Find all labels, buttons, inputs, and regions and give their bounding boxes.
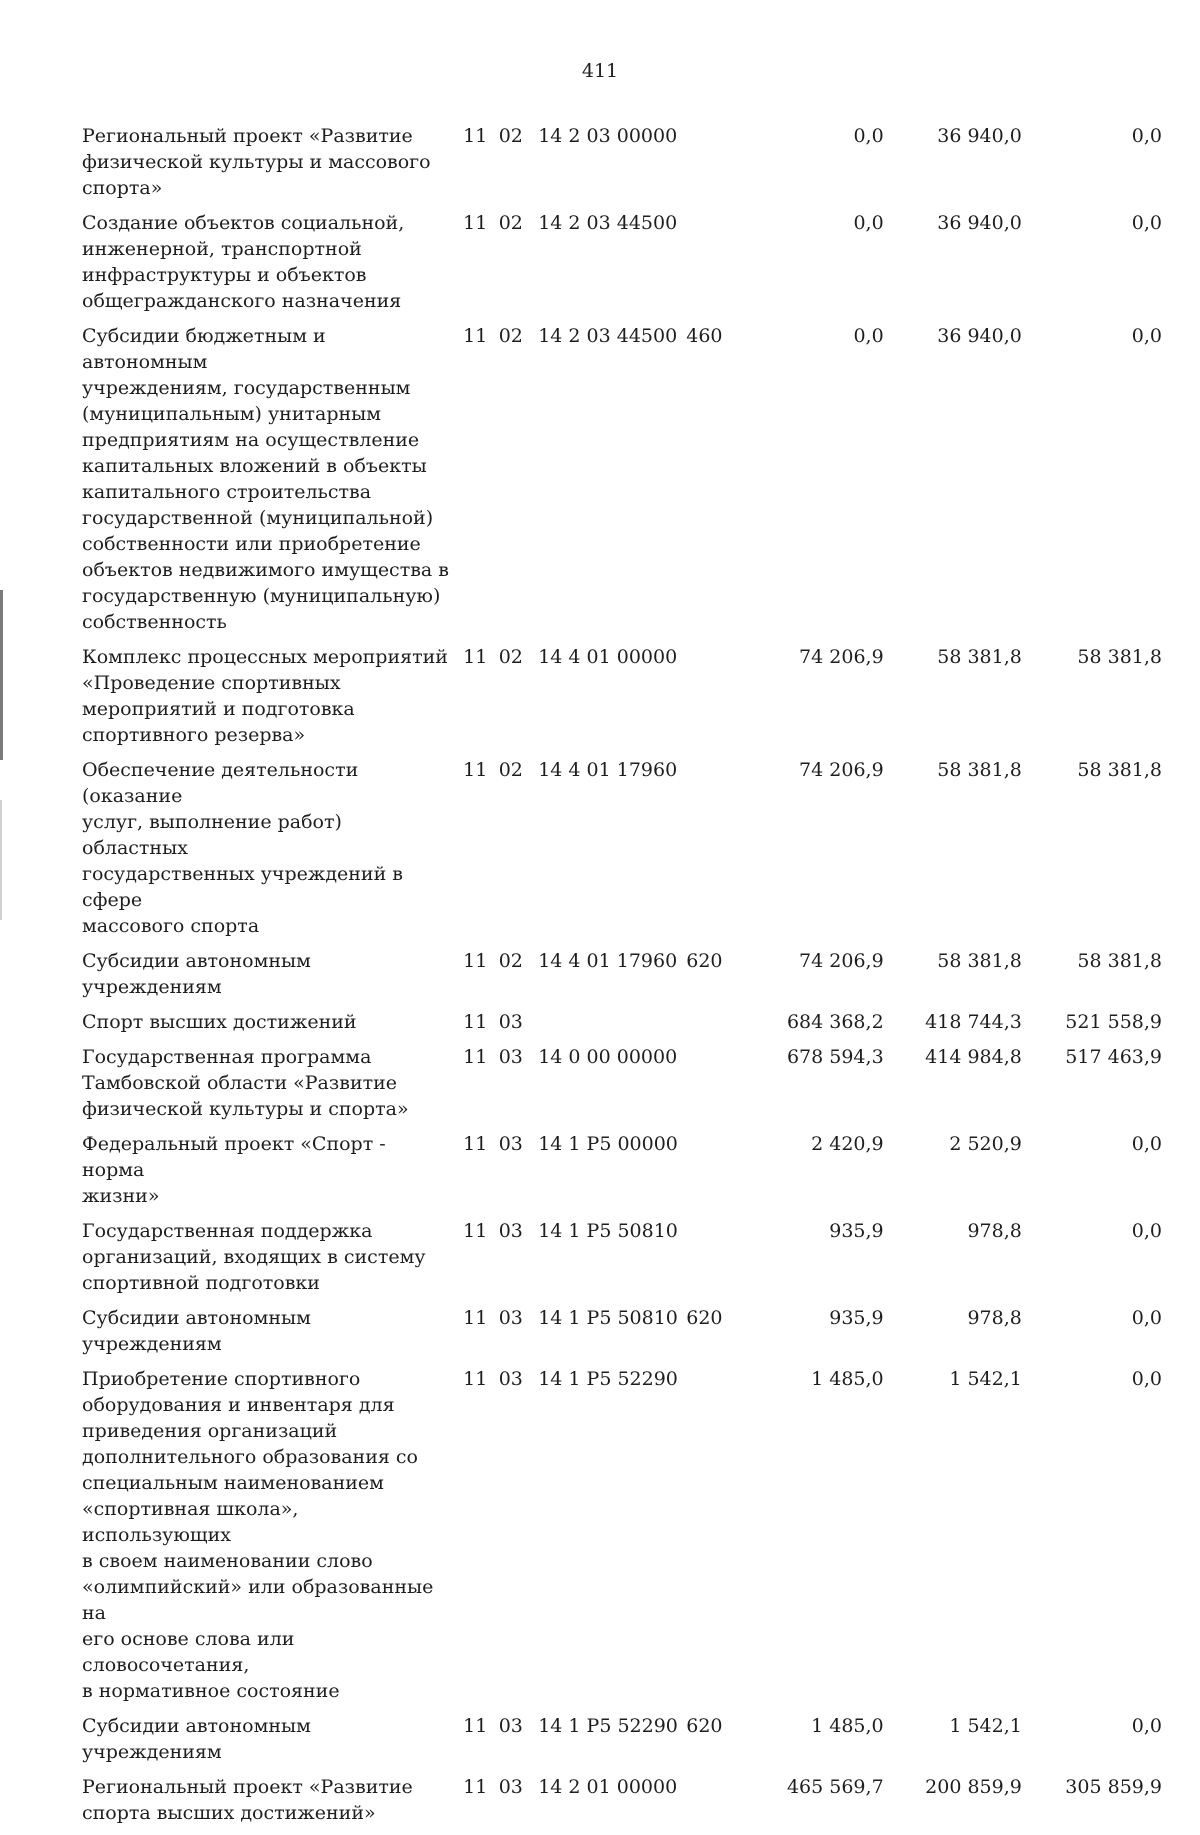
section-code: 11 (463, 646, 488, 668)
table-row (82, 1218, 1162, 1296)
target-article-code: 14 2 01 00000 (538, 1776, 678, 1798)
amount-year-1: 1 485,0 (811, 1715, 884, 1737)
subsection-code: 03 (498, 1715, 523, 1737)
item-name: Комплекс процессных мероприятий «Проведение спортивных мероприятий и подготовка спортивного резерва» (82, 646, 448, 746)
amount-year-3: 0,0 (1131, 125, 1162, 147)
item-name: Субсидии автономным учреждениям (82, 950, 311, 998)
section-code: 11 (463, 1307, 488, 1329)
expense-type-code: 620 (686, 1307, 723, 1329)
scan-edge-mark (0, 590, 3, 760)
section-code: 11 (463, 1368, 488, 1390)
item-name: Спорт высших достижений (82, 1011, 357, 1033)
amount-year-3: 0,0 (1131, 1220, 1162, 1242)
amount-year-2: 200 859,9 (925, 1776, 1022, 1798)
item-name: Субсидии бюджетным и автономным учреждениям, государственным (муниципальным) унитарным предприятиям на осуществление капитальных вложений в объекты капитального строительства государственной (муниципальной) собственности или приобретение объектов недвижимого имущества в государственную (муниципальную) собственность (82, 325, 449, 633)
target-article-code: 14 4 01 17960 (538, 759, 678, 781)
amount-year-1: 678 594,3 (786, 1046, 884, 1068)
subsection-code: 03 (498, 1133, 523, 1155)
amount-year-2: 58 381,8 (937, 759, 1022, 781)
amount-year-3: 0,0 (1131, 1368, 1162, 1390)
amount-year-3: 58 381,8 (1077, 646, 1162, 668)
item-name: Государственная программа Тамбовской области «Развитие физической культуры и спорта» (82, 1046, 409, 1120)
amount-year-1: 2 420,9 (811, 1133, 884, 1155)
target-article-code: 14 4 01 00000 (538, 646, 678, 668)
scan-edge-mark (0, 800, 2, 920)
section-code: 11 (463, 1133, 488, 1155)
target-article-code: 14 0 00 00000 (538, 1046, 678, 1068)
target-article-code: 14 2 03 44500 (538, 325, 678, 347)
subsection-code: 03 (498, 1220, 523, 1242)
target-article-code: 14 1 P5 52290 (538, 1368, 678, 1390)
target-article-code: 14 1 P5 52290 (538, 1715, 678, 1737)
item-name: Приобретение спортивного оборудования и инвентаря для приведения организаций дополнительного образования со специальным наименованием «спортивная школа», использующих в своем наименовании слово «олимпийский» или образованные на его основе слова или словосочетания, в нормативное состояние (82, 1368, 434, 1702)
amount-year-1: 74 206,9 (799, 759, 884, 781)
amount-year-3: 0,0 (1131, 325, 1162, 347)
amount-year-1: 74 206,9 (799, 646, 884, 668)
table-row (82, 644, 1162, 748)
page-number: 411 (581, 60, 619, 82)
item-name: Создание объектов социальной, инженерной, транспортной инфраструктуры и объектов общегражданского назначения (82, 212, 405, 312)
section-code: 11 (463, 1046, 488, 1068)
target-article-code: 14 1 P5 50810 (538, 1220, 678, 1242)
section-code: 11 (463, 1715, 488, 1737)
subsection-code: 03 (498, 1307, 523, 1329)
amount-year-3: 517 463,9 (1065, 1046, 1162, 1068)
amount-year-2: 1 542,1 (949, 1715, 1022, 1737)
target-article-code: 14 1 P5 50810 (538, 1307, 678, 1329)
amount-year-3: 0,0 (1131, 1307, 1162, 1329)
subsection-code: 02 (498, 125, 523, 147)
item-name: Федеральный проект «Спорт - норма жизни» (82, 1133, 386, 1207)
amount-year-2: 36 940,0 (937, 212, 1022, 234)
table-row (82, 1044, 1162, 1122)
amount-year-2: 418 744,3 (925, 1011, 1022, 1033)
amount-year-1: 0,0 (853, 325, 884, 347)
table-row (82, 1305, 1162, 1357)
amount-year-1: 684 368,2 (786, 1011, 884, 1033)
subsection-code: 03 (498, 1368, 523, 1390)
table-row (82, 1713, 1162, 1765)
target-article-code: 14 2 03 44500 (538, 212, 678, 234)
amount-year-1: 74 206,9 (799, 950, 884, 972)
item-name: Региональный проект «Развитие физической культуры и массового спорта» (82, 125, 431, 199)
table-row (82, 1131, 1162, 1209)
table-row (82, 948, 1162, 1000)
section-code: 11 (463, 1776, 488, 1798)
item-name: Обеспечение деятельности (оказание услуг, выполнение работ) областных государственных учреждений в сфере массового спорта (82, 759, 403, 937)
amount-year-2: 58 381,8 (937, 950, 1022, 972)
subsection-code: 03 (498, 1046, 523, 1068)
item-name: Государственная поддержка организаций, входящих в систему спортивной подготовки (82, 1220, 426, 1294)
amount-year-1: 1 485,0 (811, 1368, 884, 1390)
section-code: 11 (463, 212, 488, 234)
item-name: Региональный проект «Развитие спорта высших достижений» (82, 1776, 413, 1824)
subsection-code: 03 (498, 1011, 523, 1033)
subsection-code: 02 (498, 646, 523, 668)
table-row (82, 757, 1162, 939)
amount-year-3: 0,0 (1131, 1715, 1162, 1737)
table-row (82, 1774, 1162, 1826)
subsection-code: 03 (498, 1776, 523, 1798)
budget-table (82, 123, 1162, 1835)
subsection-code: 02 (498, 950, 523, 972)
amount-year-2: 36 940,0 (937, 125, 1022, 147)
amount-year-3: 58 381,8 (1077, 950, 1162, 972)
item-name: Субсидии автономным учреждениям (82, 1307, 311, 1355)
expense-type-code: 620 (686, 950, 723, 972)
section-code: 11 (463, 125, 488, 147)
expense-type-code: 460 (686, 325, 723, 347)
amount-year-1: 0,0 (853, 212, 884, 234)
amount-year-2: 978,8 (967, 1220, 1022, 1242)
amount-year-3: 0,0 (1131, 1133, 1162, 1155)
section-code: 11 (463, 325, 488, 347)
amount-year-3: 305 859,9 (1065, 1776, 1162, 1798)
amount-year-2: 36 940,0 (937, 325, 1022, 347)
amount-year-1: 935,9 (829, 1220, 884, 1242)
amount-year-2: 1 542,1 (949, 1368, 1022, 1390)
subsection-code: 02 (498, 212, 523, 234)
amount-year-1: 465 569,7 (786, 1776, 884, 1798)
table-row (82, 123, 1162, 201)
amount-year-2: 58 381,8 (937, 646, 1022, 668)
table-row (82, 210, 1162, 314)
item-name: Субсидии автономным учреждениям (82, 1715, 311, 1763)
subsection-code: 02 (498, 759, 523, 781)
table-row (82, 1366, 1162, 1704)
section-code: 11 (463, 1011, 488, 1033)
section-code: 11 (463, 759, 488, 781)
target-article-code: 14 4 01 17960 (538, 950, 678, 972)
section-code: 11 (463, 1220, 488, 1242)
target-article-code: 14 1 P5 00000 (538, 1133, 678, 1155)
amount-year-3: 521 558,9 (1065, 1011, 1162, 1033)
table-row (82, 1009, 1162, 1035)
amount-year-3: 0,0 (1131, 212, 1162, 234)
amount-year-3: 58 381,8 (1077, 759, 1162, 781)
amount-year-1: 0,0 (853, 125, 884, 147)
section-code: 11 (463, 950, 488, 972)
table-row (82, 323, 1162, 635)
amount-year-2: 2 520,9 (949, 1133, 1022, 1155)
target-article-code: 14 2 03 00000 (538, 125, 678, 147)
amount-year-2: 414 984,8 (925, 1046, 1022, 1068)
amount-year-1: 935,9 (829, 1307, 884, 1329)
expense-type-code: 620 (686, 1715, 723, 1737)
amount-year-2: 978,8 (967, 1307, 1022, 1329)
subsection-code: 02 (498, 325, 523, 347)
